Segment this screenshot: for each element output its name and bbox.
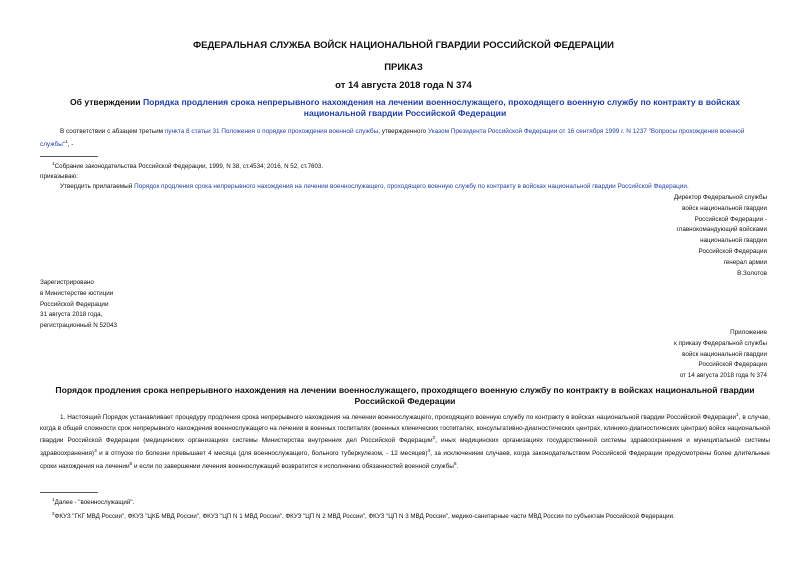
doc-type-heading: ПРИКАЗ: [384, 62, 423, 73]
signature-line: Российской Федерации -: [694, 215, 767, 223]
footnote-divider: [40, 156, 98, 157]
p1-footnote-ref: 4: [427, 449, 431, 455]
p1-text: , за исключением случаев, когда законодательством Российской Федерации предусмотрены более длительные сроки нахождения на лечении: [40, 450, 770, 470]
footnote-1: [52, 160, 772, 172]
footnote-text: Далее - "военнослужащий".: [54, 499, 135, 507]
p1-footnote-ref: 3: [94, 449, 97, 455]
footnote-marker: 2: [52, 512, 55, 517]
p1-text: , в случае, когда в общей сложности срок непрерывного нахождения военнослужащего на лечении в военных госпиталях (военных клинических госпиталях, консультативно-диагностических центрах, клинико-диагностических центрах) войск национальной гвардии Российской Федерации (медицинских организациях системы Министерства внутренних дел Российской Федерации: [40, 414, 770, 445]
signature-block: [674, 193, 767, 279]
date-number-heading: от 14 августа 2018 года N 374: [335, 80, 472, 91]
appendix-line: Приложение: [730, 329, 767, 336]
registration-block: [40, 278, 117, 332]
document-title: [55, 97, 755, 119]
signature-line: Российской Федерации: [698, 247, 767, 255]
appendix-line: Российской Федерации: [698, 361, 767, 369]
registration-line: в Министерстве юстиции: [40, 289, 114, 297]
order-word: приказываю:: [40, 173, 78, 180]
procedure-title: Порядок продления срока непрерывного нахождения на лечении военнослужащего, проходящего военную службу по контракту в войсках национальной гвардии Российской Федерации: [55, 385, 755, 406]
intro-regulation-link[interactable]: пункта 8 статьи 31 Положения о порядке прохождения военной службы: [164, 128, 379, 135]
p1-text: и если по завершении лечения военнослужащий возвратится к исполнению обязанностей военной службы: [132, 462, 454, 470]
p1-footnote-ref: 1: [736, 413, 739, 418]
registration-line: регистрационный N 52043: [40, 322, 118, 330]
p1-footnote-ref: 2: [432, 436, 436, 442]
registration-line: 31 августа 2018 года,: [40, 311, 103, 319]
p1-text: .: [456, 462, 459, 470]
signature-line: войск национальной гвардии: [682, 204, 767, 212]
intro-decree-link[interactable]: Указом Президента Российской Федерации от 16 сентября 1999 г. N 1237 "Вопросы прохождения военной службы": [40, 128, 745, 148]
title-prefix: Об утверждении: [69, 97, 143, 107]
appendix-line: войск национальной гвардии: [682, 350, 767, 358]
appendix-line: к приказу Федеральной службы: [674, 339, 767, 347]
intro-text-2: , утвержденного: [378, 128, 428, 135]
footnote-ref-1: 1: [65, 139, 68, 145]
order-procedure-link[interactable]: Порядок продления срока непрерывного нахождения на лечении военнослужащего, проходящего военную службу по контракту в войсках национальной гвардии Российской Федерации: [134, 183, 687, 190]
signature-line: Директор Федеральной службы: [673, 194, 767, 201]
appendix-block: [674, 328, 767, 382]
order-text-2: .: [686, 183, 689, 190]
signature-line: главнокомандующий войсками: [676, 226, 767, 234]
order-text-1: Утвердить прилагаемый: [60, 183, 135, 190]
p1-footnote-ref: 6: [453, 461, 457, 467]
p1-text: 1. Настоящий Порядок устанавливает процедуру продления срока непрерывного нахождения на лечении военнослужащего, проходящего военную службу по контракту в войсках национальной гвардии Российской Федерации: [60, 414, 737, 422]
intro-text-3: , -: [67, 140, 74, 148]
procedure-footnote-1: [52, 496, 772, 508]
procedure-footnote-2: [52, 510, 770, 522]
footnote-text: ФКУЗ "ГКГ МВД России", ФКУЗ "ЦКБ МВД России", ФКУЗ "ЦП N 1 МВД России", ФКУЗ "ЦП N 2 МВД России", ФКУЗ "ЦП N 3 МВД России", медико-санитарные части МВД России по субъектам Российской Федерации.: [54, 513, 675, 521]
footnote-divider: [40, 492, 98, 493]
p1-footnote-ref: 5: [129, 461, 133, 467]
registration-line: Зарегистрировано: [40, 279, 94, 286]
footnote-1-text: Собрание законодательства Российской Федерации, 1999, N 38, ст.4534; 2016, N 52, ст.7603.: [54, 163, 324, 171]
order-paragraph: [40, 182, 770, 193]
agency-heading: ФЕДЕРАЛЬНАЯ СЛУЖБА ВОЙСК НАЦИОНАЛЬНОЙ ГВАРДИИ РОССИЙСКОЙ ФЕДЕРАЦИИ: [193, 40, 614, 51]
signature-line: генерал армии: [723, 258, 767, 266]
footnote-marker: 1: [52, 498, 55, 503]
appendix-line: от 14 августа 2018 года N 374: [679, 372, 767, 380]
footnote-1-marker: 1: [52, 162, 55, 167]
intro-paragraph: [40, 127, 770, 150]
title-procedure-link[interactable]: Порядка продления срока непрерывного нахождения на лечении военнослужащего, проходящего военную службу по контракту в войсках национальной гвардии Российской Федерации: [142, 97, 741, 118]
intro-text-1: В соответствии с абзацем третьим: [60, 128, 165, 135]
signature-line: В.Золотов: [737, 269, 767, 277]
procedure-paragraph-1: [40, 411, 770, 472]
signature-line: национальной гвардии: [700, 237, 767, 245]
p1-text: и в отпуске по болезни превышает 4 месяца (для военнослужащего, больного туберкулезом, - 12 месяцев): [96, 450, 428, 458]
registration-line: Российской Федерации: [40, 300, 109, 308]
p1-text: , иных медицинских организациях государственной системы здравоохранения и муниципальной системы здравоохранения): [40, 437, 770, 458]
